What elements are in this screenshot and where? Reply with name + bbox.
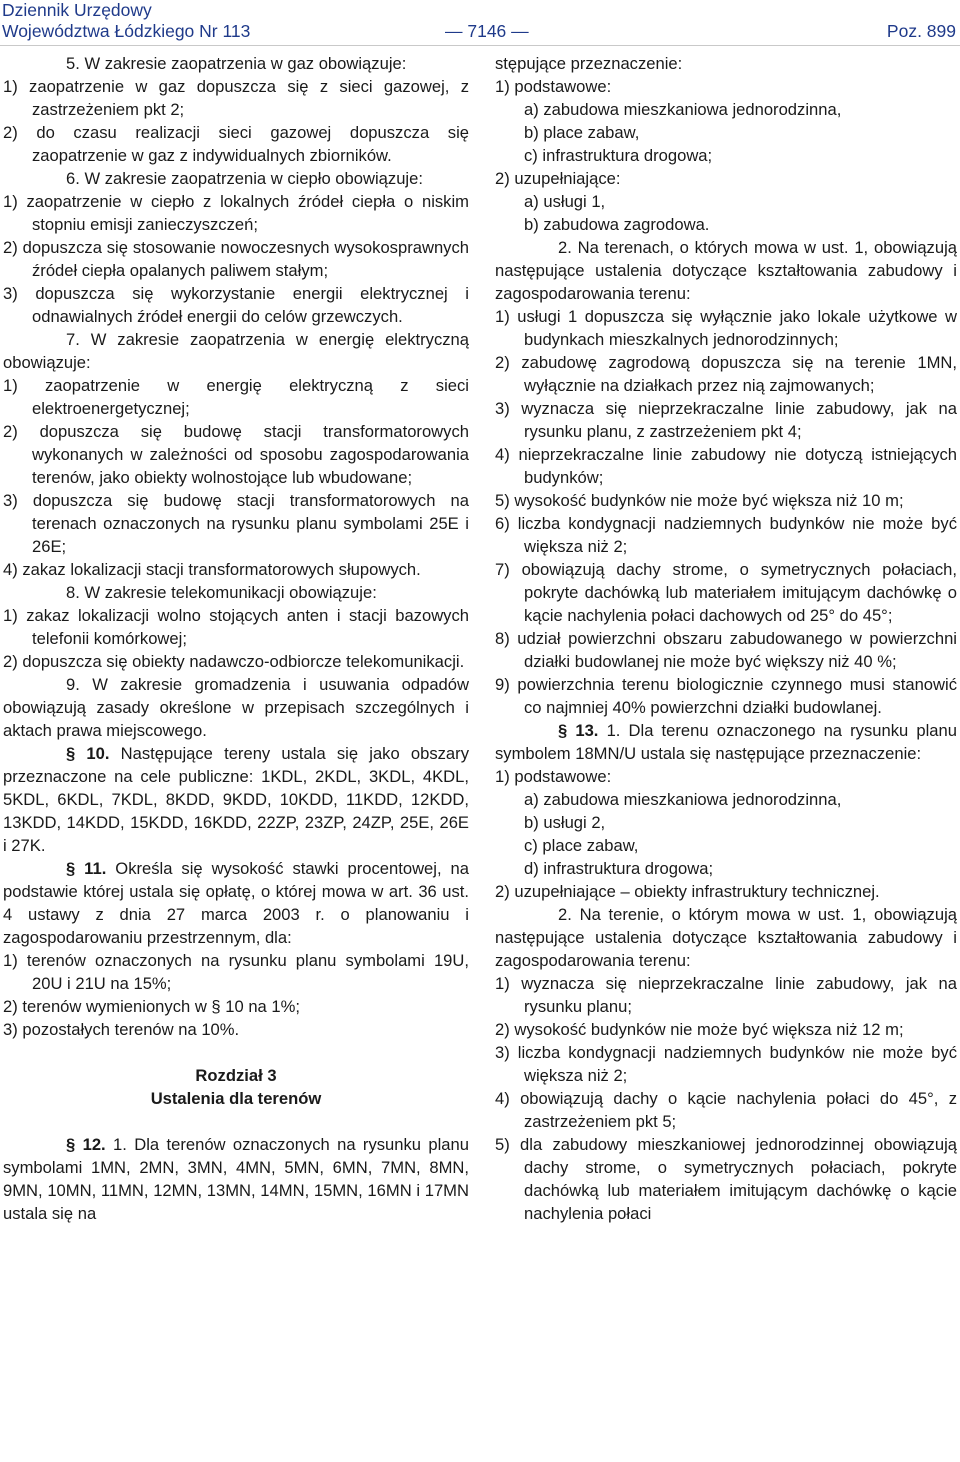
chapter-subtitle: Ustalenia dla terenów (150, 1089, 322, 1108)
list-item: 4) obowiązują dachy o kącie nachylenia połaci do 45°, z zastrzeżeniem pkt 5; (495, 1089, 957, 1131)
list-item: 2) dopuszcza się stosowanie nowoczesnych wysokosprawnych źródeł ciepła opalanych paliwem stałym; (3, 238, 469, 280)
list-item: 1) zaopatrzenie w energię elektryczną z sieci elektroenergetycznej; (3, 376, 469, 418)
list-item: 1) podstawowe: (495, 77, 612, 96)
list-item: 3) wyznacza się nieprzekraczalne linie zabudowy, jak na rysunku planu, z zastrzeżeniem pkt 4; (495, 399, 957, 441)
list-item: 2) dopuszcza się obiekty nadawczo-odbiorcze telekomunikacji. (3, 652, 465, 671)
continuation-text: stępujące przeznaczenie: (495, 54, 683, 73)
section-9: 9. W zakresie gromadzenia i usuwania odpadów obowiązują zasady określone w przepisach szczególnych i aktach prawa miejscowego. (3, 675, 469, 740)
spacer (3, 1110, 469, 1133)
right-column (495, 52, 957, 1225)
list-item: 5) wysokość budynków nie może być większa niż 10 m; (495, 491, 904, 510)
section-7-intro: 7. W zakresie zaopatrzenia w energię elektryczną obowiązuje: (3, 330, 469, 372)
sub-item: a) zabudowa mieszkaniowa jednorodzinna, (524, 100, 842, 119)
header-rule (0, 45, 960, 46)
section-8-intro: 8. W zakresie telekomunikacji obowiązuje: (66, 583, 377, 602)
chapter-title: Rozdział 3 (195, 1066, 277, 1085)
list-item: 2) do czasu realizacji sieci gazowej dopuszcza się zaopatrzenie w gaz z indywidualnych zbiorników. (3, 123, 469, 165)
paragraph-number: § 13. (558, 721, 599, 740)
sub-item: d) infrastruktura drogowa; (524, 859, 714, 878)
paragraph-number: § 12. (66, 1135, 106, 1154)
list-item: 4) nieprzekraczalne linie zabudowy nie dotyczą istniejących budynków; (495, 445, 957, 487)
list-item: 3) liczba kondygnacji nadziemnych budynków nie może być większa niż 2; (495, 1043, 957, 1085)
list-item: 1) wyznacza się nieprzekraczalne linie zabudowy, jak na rysunku planu; (495, 974, 957, 1016)
position-number: Poz. 899 (886, 21, 956, 41)
list-item: 2) terenów wymienionych w § 10 na 1%; (3, 997, 300, 1016)
list-item: 1) zakaz lokalizacji wolno stojących anten i stacji bazowych telefonii komórkowej; (3, 606, 469, 648)
paragraph-text: 1. Dla terenów oznaczonych na rysunku planu symbolami 1MN, 2MN, 3MN, 4MN, 5MN, 6MN, 7MN, 8MN, 9MN, 10MN, 11MN, 12MN, 13MN, 14MN, 15MN, 16MN i 17MN ustala się na (3, 1135, 469, 1223)
sub-item: a) usługi 1, (524, 192, 606, 211)
sub-item: c) place zabaw, (524, 836, 639, 855)
list-item: 2) wysokość budynków nie może być większa niż 12 m; (495, 1020, 904, 1039)
paragraph-text: 1. Dla terenu oznaczonego na rysunku planu symbolem 18MN/U ustala się następujące przeznaczenie: (495, 721, 957, 763)
list-item: 7) obowiązują dachy strome, o symetrycznych połaciach, pokryte dachówką lub materiałem imitującym dachówkę o kącie nachylenia połaci dachowych od 25° do 45°; (495, 560, 957, 625)
journal-issue: Województwa Łódzkiego Nr 113 (2, 21, 251, 41)
sub-item: b) usługi 2, (524, 813, 606, 832)
list-item: 2) uzupełniające – obiekty infrastruktury technicznej. (495, 882, 880, 901)
list-item: 3) pozostałych terenów na 10%. (3, 1020, 240, 1039)
section-2-intro: 2. Na terenach, o których mowa w ust. 1, obowiązują następujące ustalenia dotyczące kształtowania zabudowy i zagospodarowania terenu: (495, 238, 957, 303)
paragraph-11 (3, 857, 469, 949)
list-item: 1) usługi 1 dopuszcza się wyłącznie jako lokale użytkowe w budynkach mieszkalnych jednorodzinnych; (495, 307, 957, 349)
paragraph-number: § 10. (66, 744, 110, 763)
list-item: 3) dopuszcza się budowę stacji transformatorowych na terenach oznaczonych na rysunku planu symbolami 25E i 26E; (3, 491, 469, 556)
list-item: 8) udział powierzchni obszaru zabudowanego w powierzchni działki budowlanej nie może być większy niż 40 %; (495, 629, 957, 671)
list-item: 1) zaopatrzenie w ciepło z lokalnych źródeł ciepła o niskim stopniu emisji zanieczyszczeń; (3, 192, 469, 234)
list-item: 4) zakaz lokalizacji stacji transformatorowych słupowych. (3, 560, 421, 579)
section-5-intro: 5. W zakresie zaopatrzenia w gaz obowiązuje: (66, 54, 407, 73)
paragraph-number: § 11. (66, 859, 107, 878)
paragraph-text: Określa się wysokość stawki procentowej, na podstawie której ustala się opłatę, o której mowa w art. 36 ust. 4 ustawy z dnia 27 marca 2003 r. o planowaniu i zagospodarowaniu przestrzennym, dla: (3, 859, 469, 947)
list-item: 9) powierzchnia terenu biologicznie czynnego musi stanowić co najmniej 40% powierzchni działki budowlanej. (495, 675, 957, 717)
paragraph-12 (3, 1133, 469, 1225)
list-item: 3) dopuszcza się wykorzystanie energii elektrycznej i odnawialnych źródeł energii do celów grzewczych. (3, 284, 469, 326)
section-6-intro: 6. W zakresie zaopatrzenia w ciepło obowiązuje: (66, 169, 423, 188)
list-item: 1) zaopatrzenie w gaz dopuszcza się z sieci gazowej, z zastrzeżeniem pkt 2; (3, 77, 469, 119)
page-header (0, 0, 960, 48)
sub-item: a) zabudowa mieszkaniowa jednorodzinna, (524, 790, 842, 809)
sub-item: c) infrastruktura drogowa; (524, 146, 713, 165)
journal-title: Dziennik Urzędowy (2, 0, 152, 20)
list-item: 1) podstawowe: (495, 767, 612, 786)
list-item: 2) uzupełniające: (495, 169, 621, 188)
list-item: 2) zabudowę zagrodową dopuszcza się na terenie 1MN, wyłącznie na działkach przez nią zajmowanych; (495, 353, 957, 395)
paragraph-10 (3, 742, 469, 857)
paragraph-13 (495, 719, 957, 765)
sub-item: b) zabudowa zagrodowa. (524, 215, 710, 234)
left-column (3, 52, 469, 1225)
page-number: — 7146 — (445, 21, 529, 41)
section-13-2-intro: 2. Na terenie, o którym mowa w ust. 1, obowiązują następujące ustalenia dotyczące kształtowania zabudowy i zagospodarowania terenu: (495, 905, 957, 970)
sub-item: b) place zabaw, (524, 123, 640, 142)
list-item: 2) dopuszcza się budowę stacji transformatorowych wykonanych w zależności od sposobu zagospodarowania terenów, jako obiekty wolnostojące lub wbudowane; (3, 422, 469, 487)
spacer (3, 1041, 469, 1064)
paragraph-text: Następujące tereny ustala się jako obszary przeznaczone na cele publiczne: 1KDL, 2KDL, 3KDL, 4KDL, 5KDL, 6KDL, 7KDL, 8KDD, 9KDD, 10KDD, 11KDD, 12KDD, 13KDD, 14KDD, 15KDD, 16KDD, 22ZP, 23ZP, 24ZP, 25E, 26E i 27K. (3, 744, 469, 855)
list-item: 6) liczba kondygnacji nadziemnych budynków nie może być większa niż 2; (495, 514, 957, 556)
list-item: 5) dla zabudowy mieszkaniowej jednorodzinnej obowiązują dachy strome, o symetrycznych połaciach, pokryte dachówką lub materiałem imitującym dachówkę o kącie nachylenia połaci (495, 1135, 957, 1223)
list-item: 1) terenów oznaczonych na rysunku planu symbolami 19U, 20U i 21U na 15%; (3, 951, 469, 993)
